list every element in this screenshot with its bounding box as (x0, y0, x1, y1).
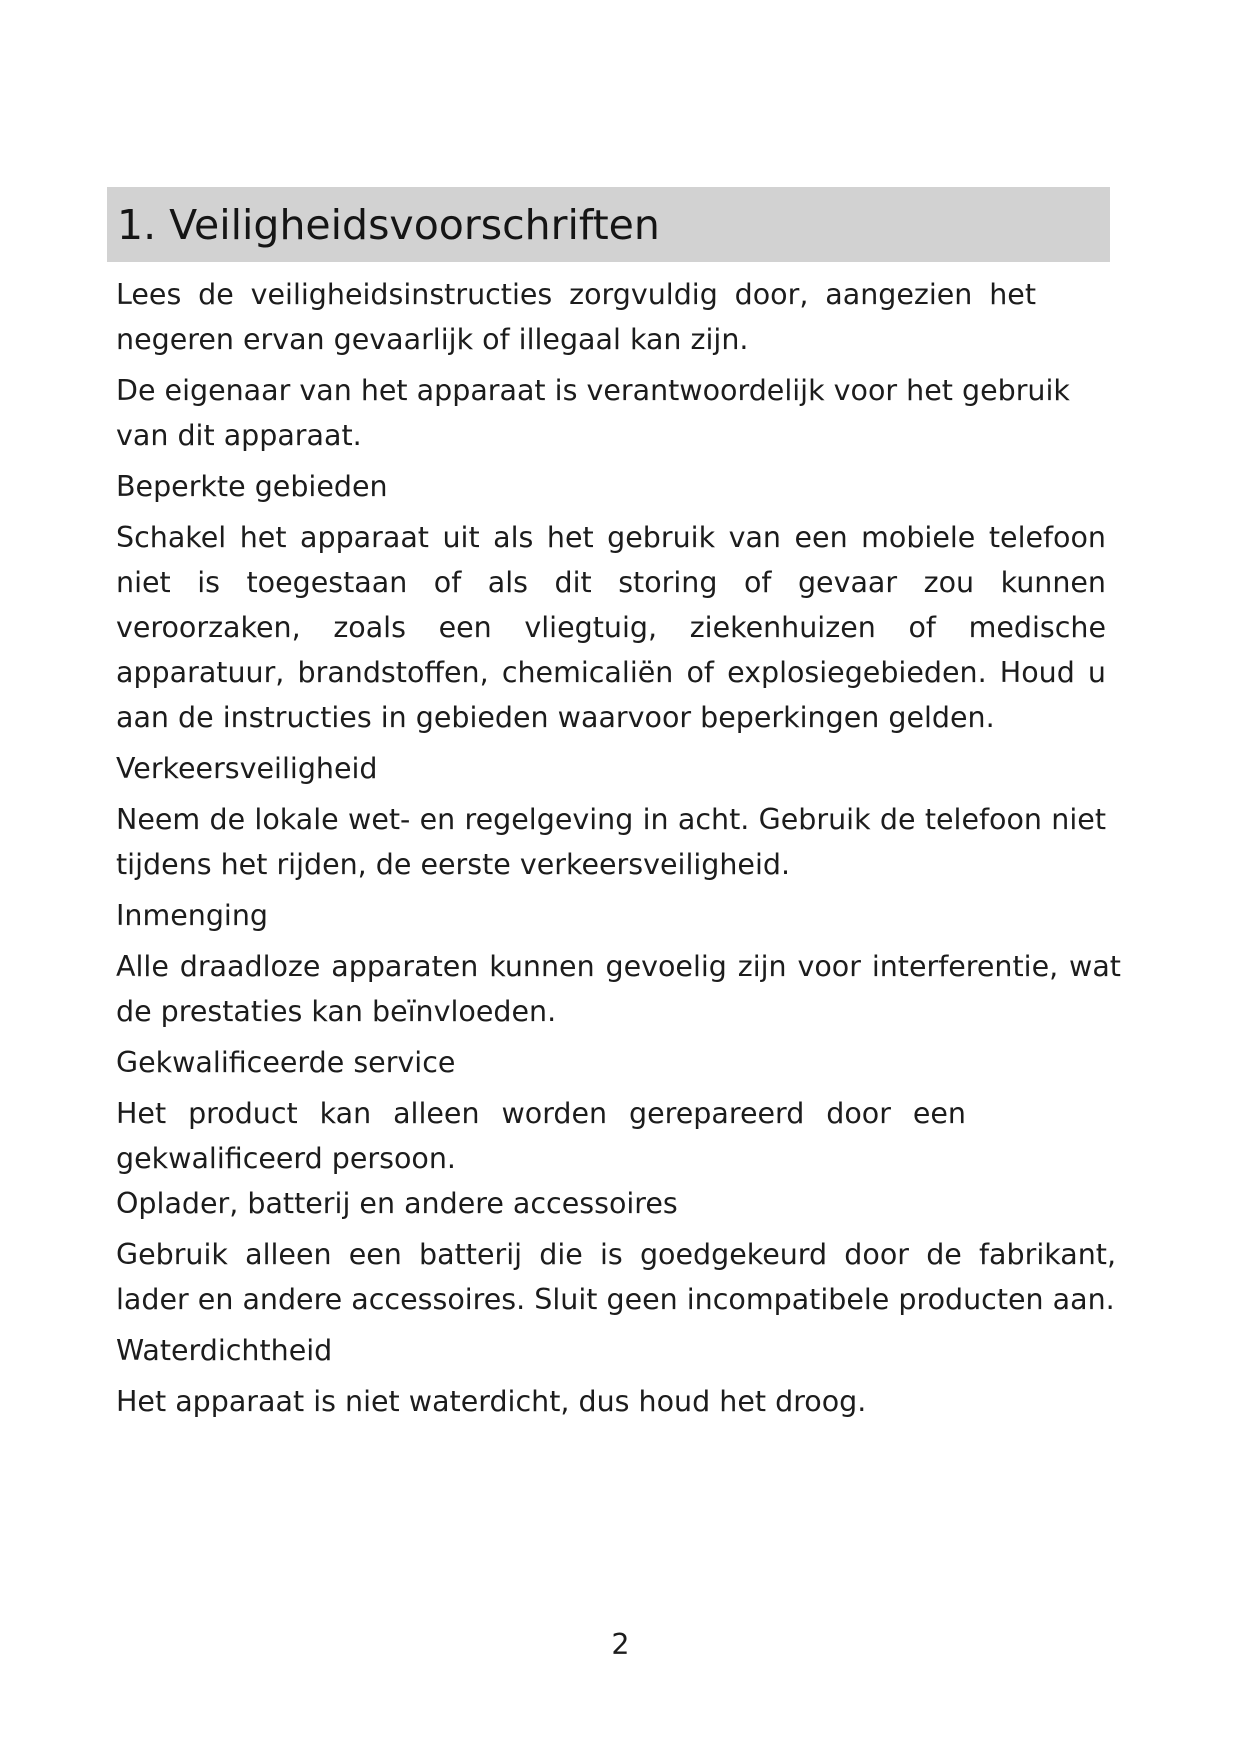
subsection-text-traffic-safety: Neem de lokale wet- en regelgeving in acht. Gebruik de telefoon niet tijdens het rijden, de eerste verkeersveiligheid. (116, 803, 1106, 881)
subsection-heading-restricted-areas: Beperkte gebieden (116, 470, 388, 503)
subsection-heading-interference: Inmenging (116, 899, 268, 932)
intro-paragraph: Lees de veiligheidsinstructies zorgvuldig door, aangezien het negeren ervan gevaarlijk of illegaal kan zijn. (116, 278, 1036, 356)
section-heading-bar (107, 187, 1110, 262)
page-number: 2 (611, 1628, 630, 1661)
document-body (116, 272, 1121, 1424)
subsection-text-interference: Alle draadloze apparaten kunnen gevoelig zijn voor interferentie, wat de prestaties kan beïnvloeden. (116, 950, 1121, 1028)
subsection-heading-waterproofing: Waterdichtheid (116, 1334, 333, 1367)
subsection-text-restricted-areas: Schakel het apparaat uit als het gebruik van een mobiele telefoon niet is toegestaan of als dit storing of gevaar zou kunnen veroorzaken, zoals een vliegtuig, ziekenhuizen of medische apparatuur, brandstoffen, chemicaliën of explosiegebieden. Houd u aan de instructies in gebieden waarvoor beperkingen gelden. (116, 521, 1106, 734)
subsection-text-waterproofing: Het apparaat is niet waterdicht, dus houd het droog. (116, 1385, 867, 1418)
subsection-heading-charger-battery: Oplader, batterij en andere accessoires (116, 1187, 678, 1220)
subsection-heading-traffic-safety: Verkeersveiligheid (116, 752, 378, 785)
intro-paragraph-owner: De eigenaar van het apparaat is verantwoordelijk voor het gebruik van dit apparaat. (116, 374, 1070, 452)
subsection-heading-qualified-service: Gekwalificeerde service (116, 1046, 456, 1079)
section-title: 1. Veiligheidsvoorschriften (117, 200, 660, 249)
subsection-text-qualified-service: Het product kan alleen worden gerepareerd door een gekwalificeerd persoon. (116, 1097, 966, 1175)
subsection-text-charger-battery: Gebruik alleen een batterij die is goedgekeurd door de fabrikant, lader en andere accessoires. Sluit geen incompatibele producten aan. (116, 1238, 1116, 1316)
